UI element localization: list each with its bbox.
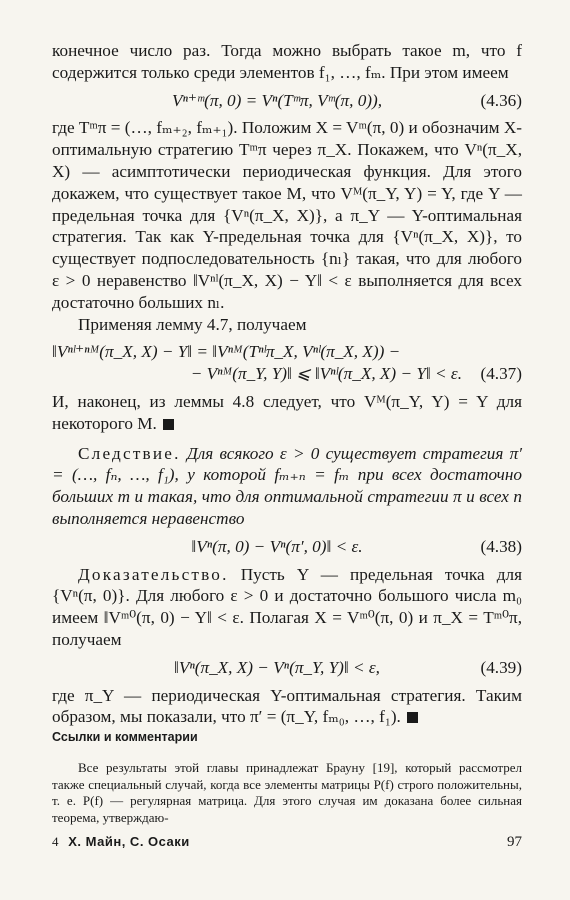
corollary-text: Для всякого ε > 0 существует стратегия π′ = (…, fₙ, …, f₁), у которой fₘ₊ₙ = fₘ при всех достаточно больших m и такая, что для оптимальной стратегии π и всех n выполняется неравенство [52,443,522,528]
proof [52,564,522,651]
section-heading: Ссылки и комментарии [52,730,198,745]
equation-4-38-math: ‖Vⁿ(π, 0) − Vⁿ(π′, 0)‖ < ε. [191,536,363,556]
page-number: 97 [507,834,522,850]
paragraph-1: конечное число раз. Тогда можно выбрать такое m, что f содержится только среди элементов f₁, …, fₘ. При этом имеем [52,41,522,82]
equation-4-39 [52,657,522,679]
paragraph-3: Применяя лемму 4.7, получаем [78,314,307,334]
equation-4-36-math: Vⁿ⁺ᵐ(π, 0) = Vⁿ(Tᵐπ, Vᵐ(π, 0)), [171,90,383,110]
equation-4-37 [52,341,522,385]
paragraph-4 [52,391,522,435]
equation-4-37-line-2: − Vⁿᴹ(π_Y, Y)‖ ⩽ ‖Vⁿˡ(π_X, X) − Y‖ < ε. [190,364,462,384]
corollary-label: Следствие. [78,443,181,463]
equation-4-39-math: ‖Vⁿ(π_X, X) − Vⁿ(π_Y, Y)‖ < ε, [174,657,380,677]
equation-4-38 [52,536,522,558]
section-paragraph: Все результаты этой главы принадлежат Брауну [19], который рассмотрел также специальный случай, когда все элементы матрицы P(f) строго положительны, т. е. P(f) — регулярная матрица. Для этого случая им доказана более сильная теорема, утверждаю- [52,760,522,825]
footer-signature [52,834,190,850]
signature-authors: Х. Майн, С. Осаки [68,834,190,849]
equation-4-39-number: (4.39) [480,657,522,677]
paragraph-5 [52,685,522,729]
qed-square-icon [407,712,418,723]
equation-4-36 [52,90,522,112]
proof-label: Доказательство. [78,564,229,584]
paragraph-4-text: И, наконец, из леммы 4.8 следует, что Vᴹ(π_Y, Y) = Y для некоторого M. [52,391,522,433]
signature-number: 4 [52,834,59,849]
main-text-column [52,40,522,826]
equation-4-36-number: (4.36) [480,90,522,110]
equation-4-38-number: (4.38) [480,536,522,556]
proof-text: Пусть Y — предельная точка для {Vⁿ(π, 0)}. Для любого ε > 0 и достаточно большого числа m₀ имеем ‖Vᵐ⁰(π, 0) − Y‖ < ε. Полагая X = Vᵐ⁰(π, 0) и π_X = Tᵐ⁰π, получаем [52,564,523,649]
qed-square-icon [163,419,174,430]
equation-4-37-number: (4.37) [480,364,522,384]
page-footer [52,834,522,851]
corollary [52,443,522,530]
equation-4-37-line-1: ‖Vⁿˡ⁺ⁿᴹ(π_X, X) − Y‖ = ‖Vⁿᴹ(Tⁿˡπ_X, Vⁿˡ(π_X, X)) − [52,342,401,362]
paragraph-5-text: где π_Y — периодическая Y-оптимальная стратегия. Таким образом, мы показали, что π′ = (π_Y, fₘ₀, …, f₁). [52,685,522,727]
paragraph-2: где Tᵐπ = (…, fₘ₊₂, fₘ₊₁). Положим X = Vᵐ(π, 0) и обозначим X-оптимальную стратегию Tᵐπ через π_X. Покажем, что Vⁿ(π_X, X) — асимптотически периодическая функция. Для этого докажем, что существует такое M, что Vᴹ(π_Y, Y) = Y, где Y — предельная точка для {Vⁿ(π_X, X)}, а π_Y — Y-оптимальная стратегия. Так как Y-предельная точка для {Vⁿ(π_X, X)}, то существует подпоследовательность {nₗ} такая, что для любого ε > 0 неравенство ‖Vⁿˡ(π_X, X) − Y‖ < ε выполняется для всех достаточно больших nₗ. [52,118,522,312]
